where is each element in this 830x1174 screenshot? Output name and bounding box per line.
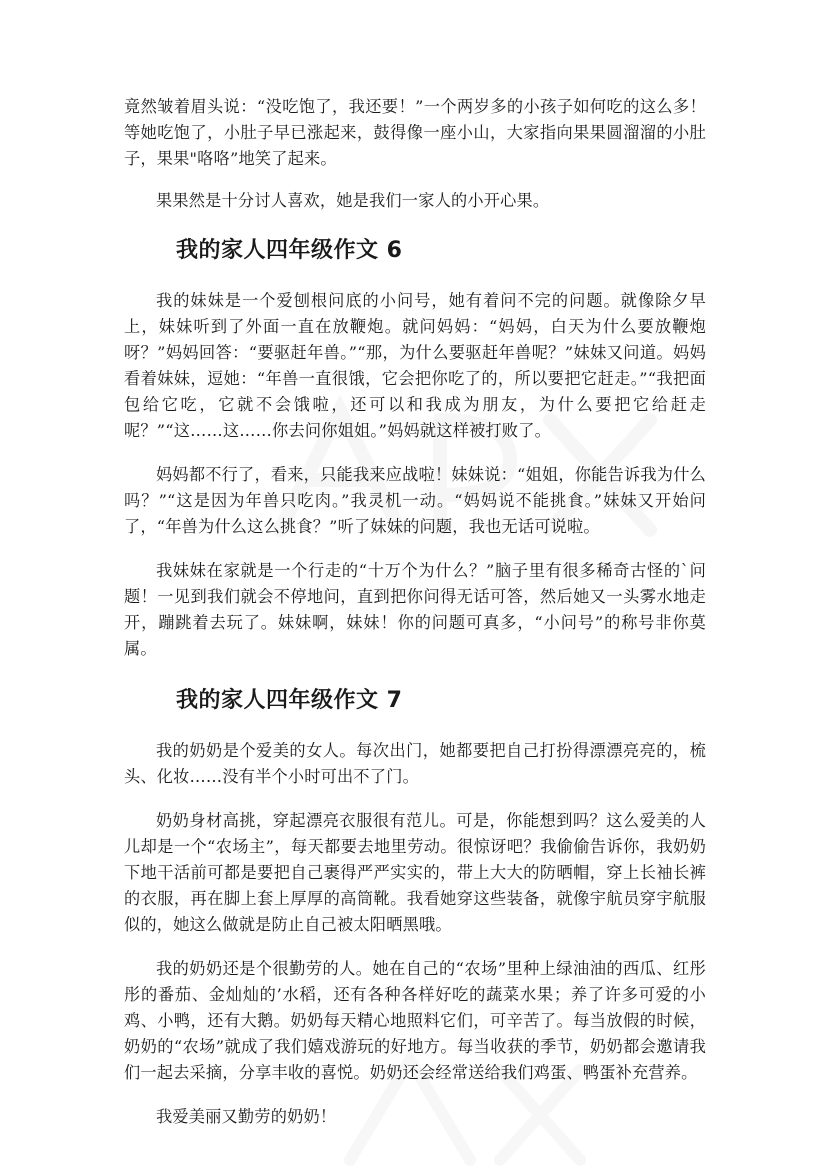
essay6-paragraph-2: 妈妈都不行了，看来，只能我来应战啦！妹妹说：“姐姐，你能告诉我为什么吗？”“这是因为年兽只吃肉。”我灵机一动。“妈妈说不能挑食。”妹妹又开始问了，“年兽为什么这么挑食？”听了妹妹的问题，我也无话可说啦。 [124, 465, 706, 536]
document-body [124, 94, 706, 1130]
essay6-paragraph-3: 我妹妹在家就是一个行走的“十万个为什么？”脑子里有很多稀奇古怪的`问题！一见到我们就会不停地问，直到把你问得无话可答，然后她又一头雾水地走开，蹦跳着去玩了。妹妹啊，妹妹！你的问题可真多，“小问号”的称号非你莫属。 [124, 561, 706, 658]
essay7-paragraph-2: 奶奶身材高挑，穿起漂亮衣服很有范儿。可是，你能想到吗？这么爱美的人儿却是一个“农场主”，每天都要去地里劳动。很惊讶吧？我偷偷告诉你，我奶奶下地干活前可都是要把自己裹得严严实实的，带上大大的防晒帽，穿上长袖长裤的衣服，再在脚上套上厚厚的高筒靴。我看她穿这些装备，就像宇航员穿宇航服似的，她这么做就是防止自己被太阳晒黑哦。 [124, 811, 706, 934]
essay7-paragraph-1: 我的奶奶是个爱美的女人。每次出门，她都要把自己打扮得漂漂亮亮的，梳头、化妆……没有半个小时可出不了门。 [124, 741, 706, 786]
paragraph-continued-story: 竟然皱着眉头说：“没吃饱了，我还要！”一个两岁多的小孩子如何吃的这么多！等她吃饱了，小肚子早已涨起来，鼓得像一座小山，大家指向果果圆溜溜的小肚子，果果"咯咯”地笑了起来。 [124, 97, 706, 168]
essay-heading-6: 我的家人四年级作文 6 [176, 238, 403, 263]
essay-heading-7: 我的家人四年级作文 7 [176, 688, 403, 713]
paragraph-story-conclusion: 果果然是十分讨人喜欢，她是我们一家人的小开心果。 [156, 191, 550, 210]
essay6-paragraph-1: 我的妹妹是一个爱刨根问底的小问号，她有着问不完的问题。就像除夕早上，妹妹听到了外面一直在放鞭炮。就问妈妈：“妈妈，白天为什么要放鞭炮呀？”妈妈回答：“要驱赶年兽。”“那，为什么要驱赶年兽呢？”妹妹又问道。妈妈看着妹妹，逗她：“年兽一直很饿，它会把你吃了的，所以要把它赶走。”“我把面包给它吃，它就不会饿啦，还可以和我成为朋友，为什么要把它给赶走呢？”“这……这……你去问你姐姐。”妈妈就这样被打败了。 [124, 291, 706, 440]
essay7-paragraph-3: 我的奶奶还是个很勤劳的人。她在自己的“农场”里种上绿油油的西瓜、红彤彤的番茄、金灿灿的’水稻，还有各种各样好吃的蔬菜水果；养了许多可爱的小鸡、小鸭，还有大鹅。奶奶每天精心地照料它们，可辛苦了。每当放假的时候，奶奶的“农场”就成了我们嬉戏游玩的好地方。每当收获的季节，奶奶都会邀请我们一起去采摘，分享丰收的喜悦。奶奶还会经常送给我们鸡蛋、鸭蛋补充营养。 [124, 959, 706, 1082]
essay7-paragraph-4: 我爱美丽又勤劳的奶奶！ [156, 1107, 337, 1126]
